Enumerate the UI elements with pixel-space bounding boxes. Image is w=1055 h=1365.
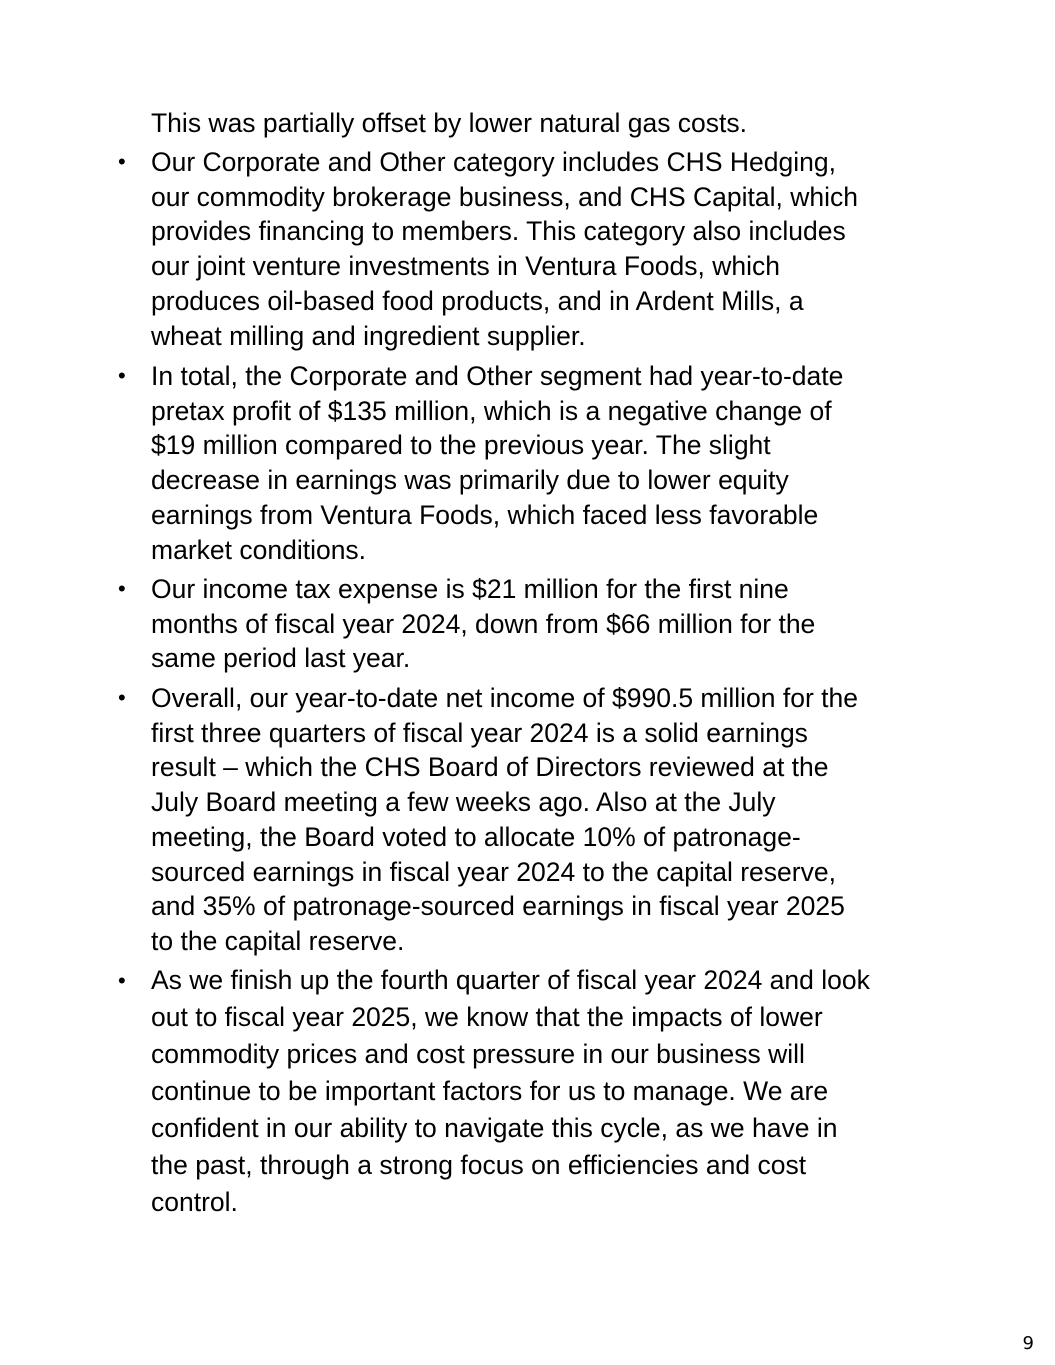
text-line: result – which the CHS Board of Directors reviewed at the <box>151 752 829 783</box>
text-line: pretax profit of $135 million, which is a negative change of <box>151 395 832 426</box>
text-line: commodity prices and cost pressure in our business will <box>151 1039 805 1069</box>
bullet-dot-icon: • <box>118 149 126 174</box>
bullet-dot-icon: • <box>118 576 126 601</box>
text-line: decrease in earnings was primarily due to lower equity <box>151 465 789 496</box>
text-line: confident in our ability to navigate this cycle, as we have in <box>151 1113 838 1143</box>
text-line: Our income tax expense is $21 million for the first nine <box>151 574 789 604</box>
bullet-dot-icon: • <box>118 968 126 993</box>
text-line: market conditions. <box>151 534 367 565</box>
text-line: As we finish up the fourth quarter of fiscal year 2024 and look <box>151 965 870 995</box>
text-line: first three quarters of fiscal year 2024 is a solid earnings <box>151 717 808 748</box>
text-line: our commodity brokerage business, and CHS Capital, which <box>151 181 858 212</box>
text-line: In total, the Corporate and Other segment had year-to-date <box>151 361 844 391</box>
text-line: earnings from Ventura Foods, which faced less favorable <box>151 499 819 530</box>
bullet-dot-icon: • <box>118 363 126 388</box>
text-line: meeting, the Board voted to allocate 10% of patronage- <box>151 821 801 852</box>
text-line: Overall, our year-to-date net income of $990.5 million for the <box>151 683 859 713</box>
bullet-item-outlook <box>118 962 951 1221</box>
text-line: the past, through a strong focus on efficiencies and cost <box>151 1150 807 1180</box>
text-line: control. <box>151 1187 238 1217</box>
text-line: out to fiscal year 2025, we know that the impacts of lower <box>151 1002 823 1032</box>
continuation-text: This was partially offset by lower natural gas costs. <box>151 108 748 138</box>
text-line: our joint venture investments in Ventura Foods, which <box>151 251 780 282</box>
bullet-item-corporate-other <box>118 145 951 353</box>
text-line: wheat milling and ingredient supplier. <box>151 320 586 351</box>
page-number: 9 <box>1022 1333 1034 1354</box>
bullet-dot-icon: • <box>118 685 126 710</box>
text-line: and 35% of patronage-sourced earnings in fiscal year 2025 <box>151 891 845 922</box>
text-line: to the capital reserve. <box>151 925 405 956</box>
text-line: months of fiscal year 2024, down from $66 million for the <box>151 608 816 639</box>
text-line: produces oil-based food products, and in Ardent Mills, a <box>151 285 804 316</box>
bullet-item-segment-profit <box>118 359 951 567</box>
text-line: continue to be important factors for us to manage. We are <box>151 1076 829 1106</box>
text-line: $19 million compared to the previous year. The slight <box>151 430 771 461</box>
text-line: July Board meeting a few weeks ago. Also at the July <box>151 787 776 818</box>
text-line: Our Corporate and Other category includes CHS Hedging, <box>151 147 836 177</box>
text-line: sourced earnings in fiscal year 2024 to the capital reserve, <box>151 856 836 887</box>
bullet-item-net-income <box>118 681 951 959</box>
text-line: provides financing to members. This category also includes <box>151 216 846 247</box>
bullet-item-income-tax <box>118 572 951 676</box>
text-line: same period last year. <box>151 643 411 674</box>
